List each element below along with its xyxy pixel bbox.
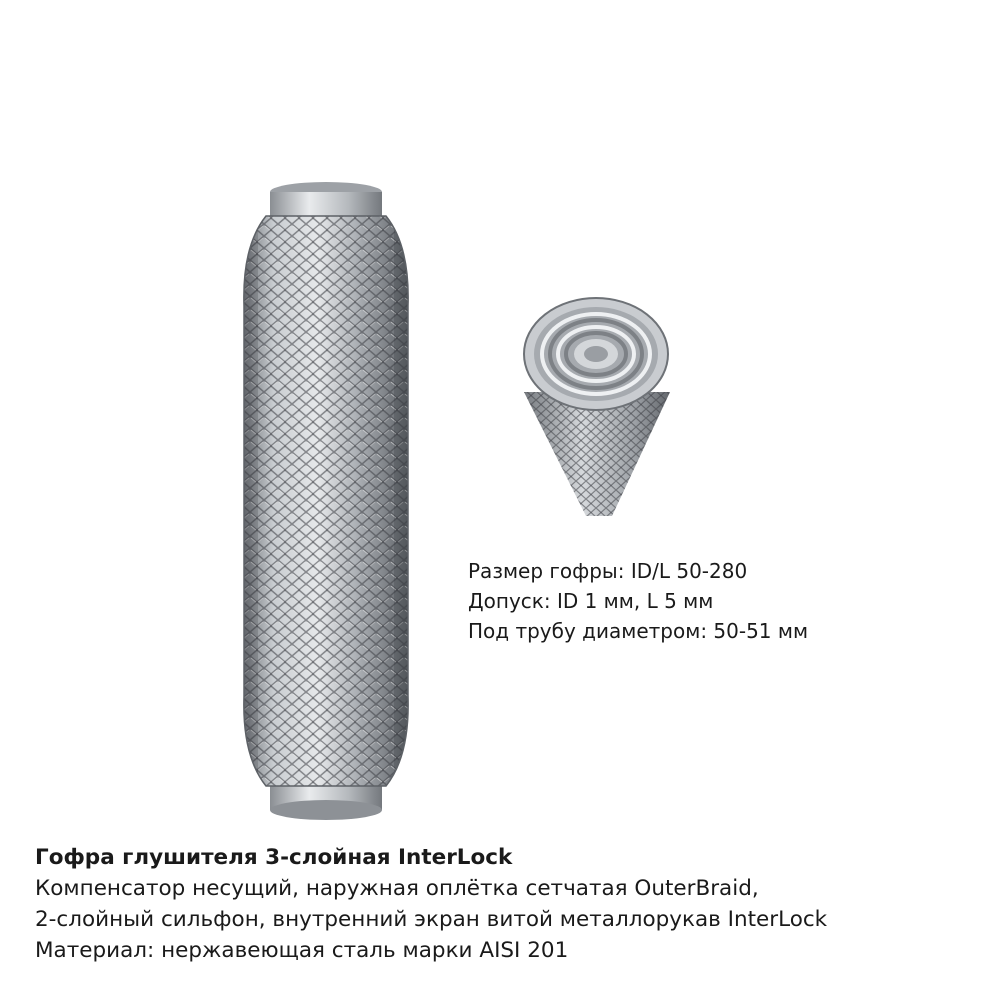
braided-flex-pipe-icon	[236, 176, 416, 826]
product-title: Гофра глушителя 3-слойная InterLock	[35, 845, 513, 870]
flex-pipe-image	[236, 176, 416, 826]
spec-pipe-diameter: Под трубу диаметром: 50-51 мм	[468, 619, 809, 643]
material-line: Материал: нержавеющая сталь марки AISI 201	[35, 938, 569, 963]
description-line: Компенсатор несущий, наружная оплётка сетчатая OuterBraid,	[35, 876, 759, 901]
pipe-end-detail-image	[516, 292, 676, 524]
description-line: 2-слойный сильфон, внутренний экран витой металлорукав InterLock	[35, 907, 828, 932]
specs-block	[468, 556, 968, 646]
spec-tolerance: Допуск: ID 1 мм, L 5 мм	[468, 589, 714, 613]
spec-size: Размер гофры: ID/L 50-280	[468, 559, 748, 583]
flex-pipe-end-detail-icon	[516, 292, 676, 524]
description-block	[35, 842, 975, 966]
